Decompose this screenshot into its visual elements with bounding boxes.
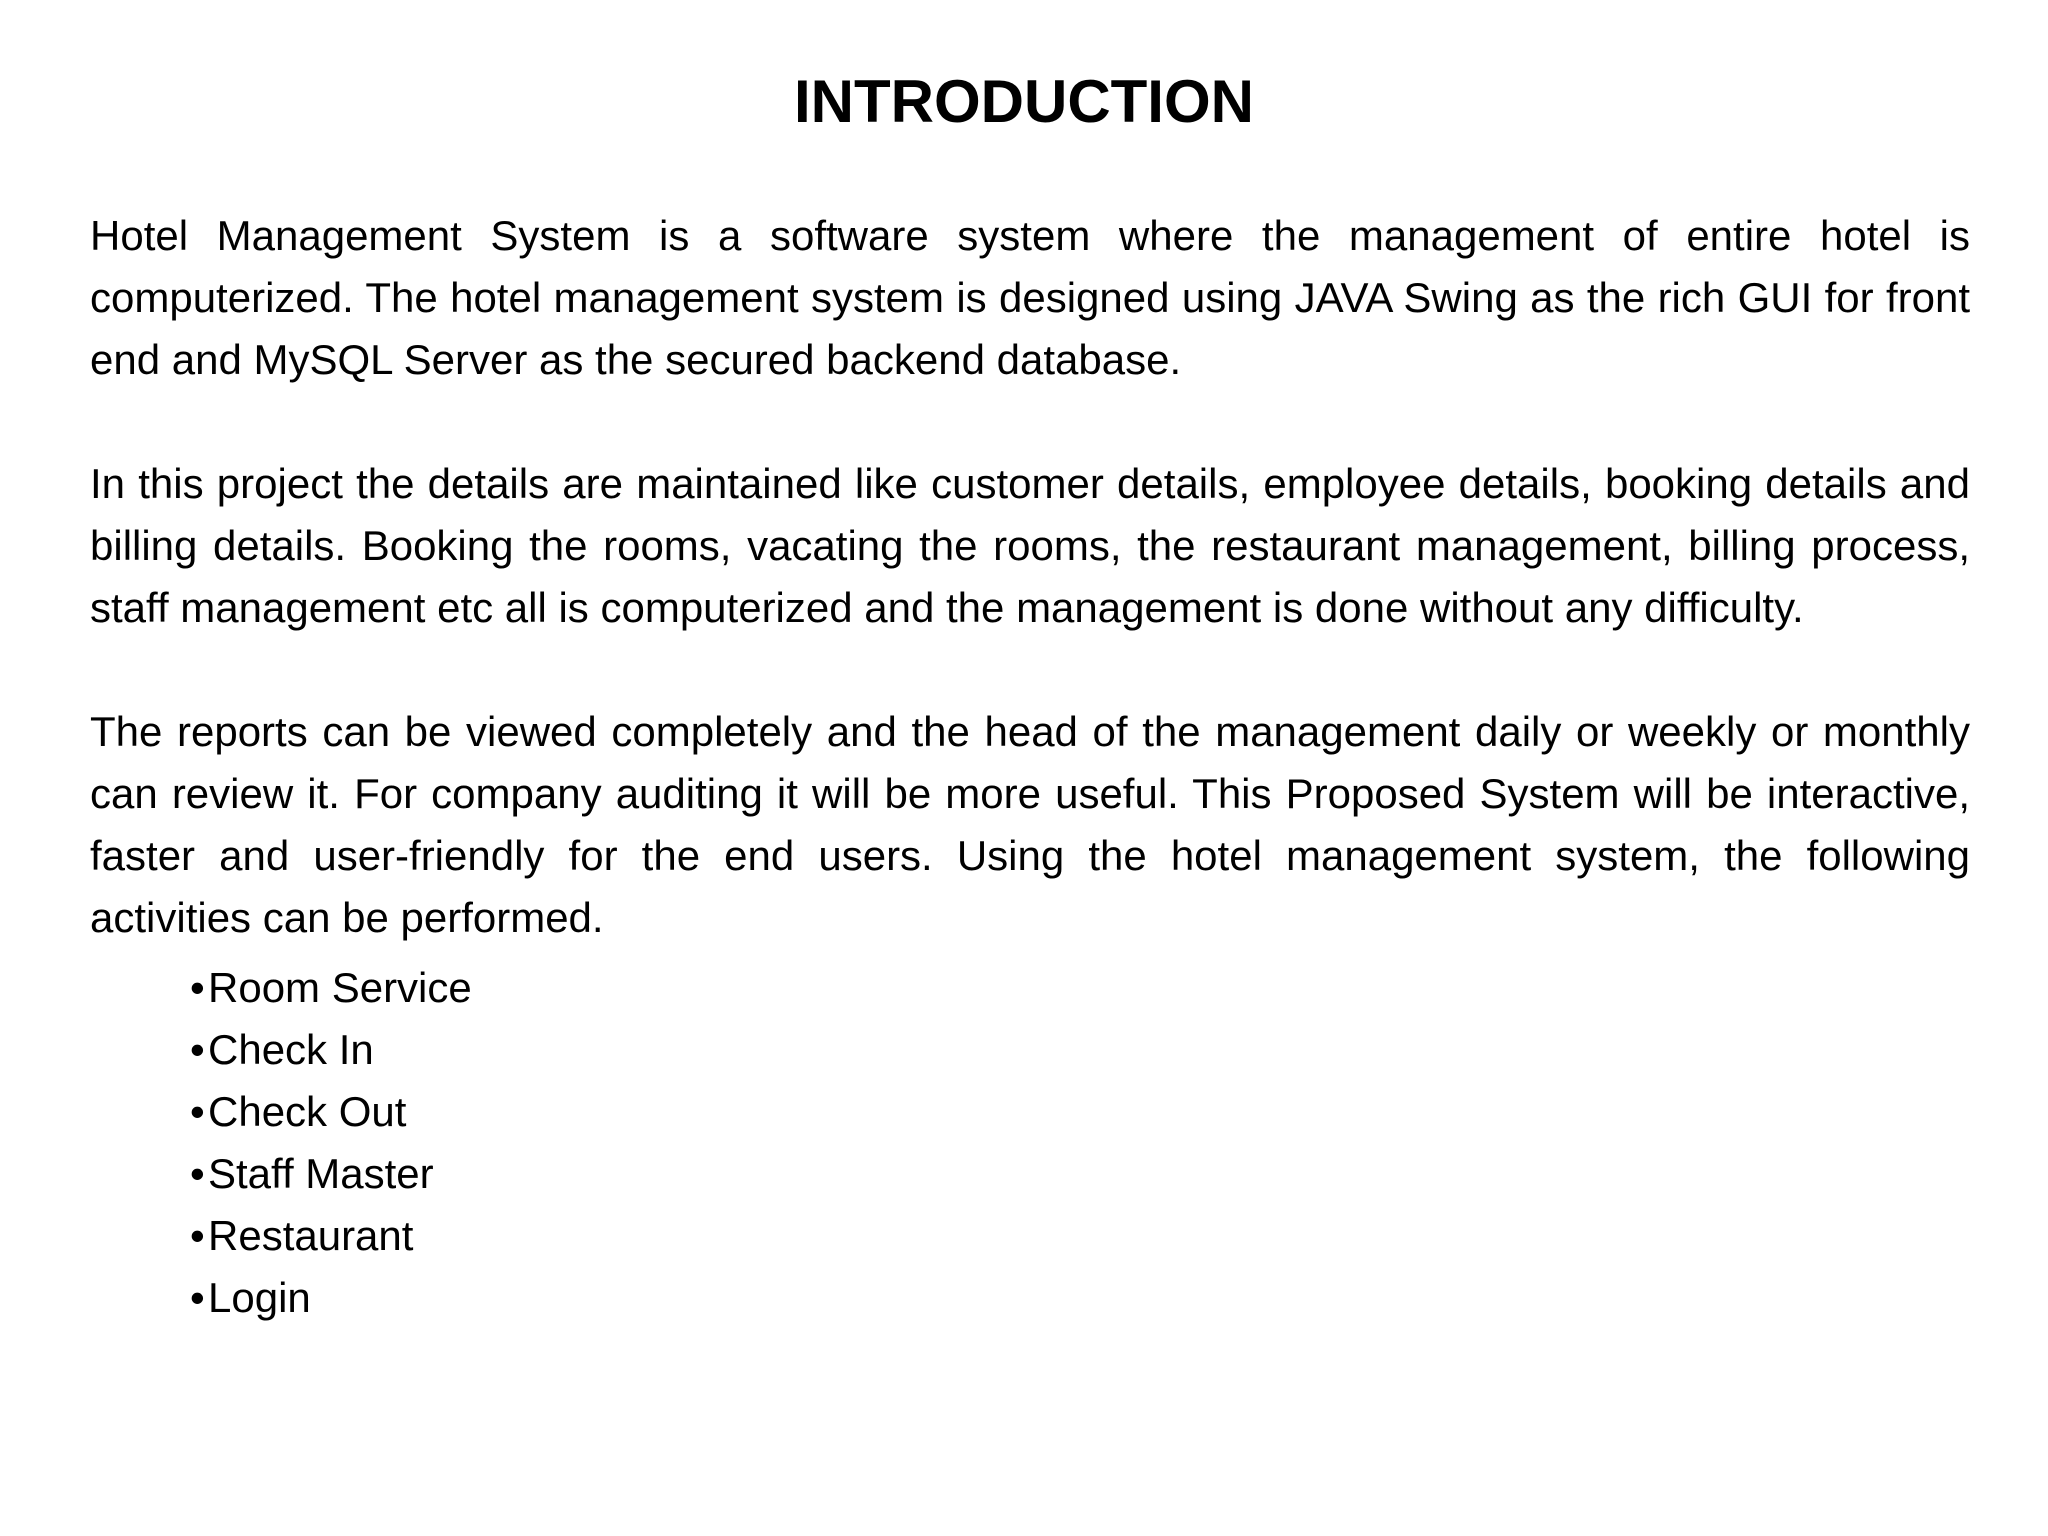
bullet-icon: • — [190, 1212, 205, 1259]
list-item — [190, 1267, 1970, 1329]
list-item — [190, 1081, 1970, 1143]
slide-title: INTRODUCTION — [794, 68, 1254, 135]
reports-paragraph: The reports can be viewed completely and the head of the management daily or weekly or monthly can review it. For company auditing it will be more useful. This Proposed System will be interactive, faster and user-friendly for the end users. Using the hotel management system, the following activities can be performed. — [90, 708, 1970, 941]
list-item-label: Restaurant — [208, 1212, 414, 1259]
list-item — [190, 957, 1970, 1019]
list-item-label: Check Out — [208, 1088, 407, 1135]
list-item-label: Room Service — [208, 964, 472, 1011]
bullet-icon: • — [190, 964, 205, 1011]
bullet-icon: • — [190, 1274, 205, 1321]
details-paragraph: In this project the details are maintained like customer details, employee details, booking details and billing details. Booking the rooms, vacating the rooms, the restaurant management, billing process, staff management etc all is computerized and the management is done without any difficulty. — [90, 460, 1970, 631]
list-item — [190, 1019, 1970, 1081]
list-item — [190, 1205, 1970, 1267]
list-item-label: Login — [208, 1274, 311, 1321]
activities-list — [90, 957, 1970, 1329]
list-item-label: Staff Master — [208, 1150, 434, 1197]
list-item-label: Check In — [208, 1026, 374, 1073]
list-item — [190, 1143, 1970, 1205]
slide-body — [90, 205, 1970, 1329]
bullet-icon: • — [190, 1026, 205, 1073]
bullet-icon: • — [190, 1150, 205, 1197]
intro-paragraph: Hotel Management System is a software system where the management of entire hotel is computerized. The hotel management system is designed using JAVA Swing as the rich GUI for front end and MySQL Server as the secured backend database. — [90, 212, 1970, 383]
bullet-icon: • — [190, 1088, 205, 1135]
